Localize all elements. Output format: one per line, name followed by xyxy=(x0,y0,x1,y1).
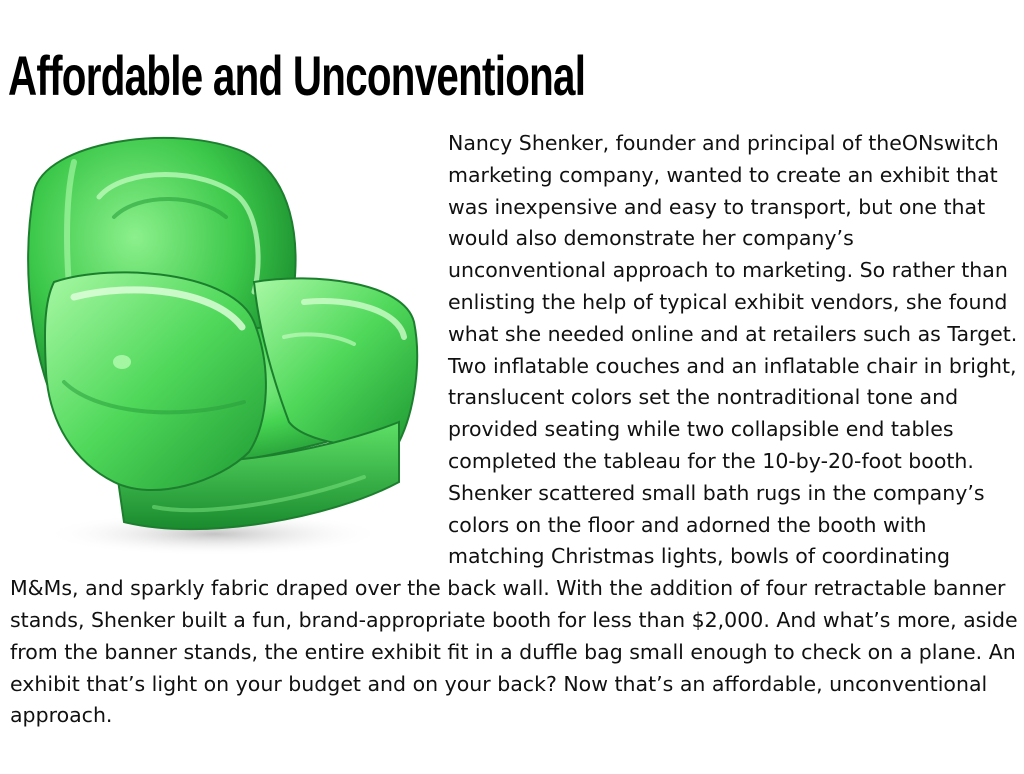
article-body xyxy=(10,128,1018,732)
article-title: Affordable and Unconventional xyxy=(8,44,586,107)
article-paragraph: Nancy Shenker, founder and principal of theONswitch marketing company, wanted to create an exhibit that was inexpensive and easy to transport, but one that would also demonstrate her company’s unconventional approach to marketing. So rather than enlisting the help of typical exhibit vendors, she found what she needed online and at retailers such as Target. Two inflatable couches and an inflatable chair in bright, translucent colors set the nontraditional tone and provided seating while two collapsible end tables completed the tableau for the 10-by-20-foot booth. Shenker scattered small bath rugs in the company’s colors on the floor and adorned the booth with matching Christmas lights, bowls of coordinating M&Ms, and sparkly fabric draped over the back wall. With the addition of four retractable banner stands, Shenker built a fun, brand-appropriate booth for less than $2,000. And what’s more, aside from the banner stands, the entire exhibit fit in a duffle bag small enough to check on a plane. An exhibit that’s light on your budget and on your back? Now that’s an affordable, unconventional approach. xyxy=(10,131,1018,728)
image-wrap-space xyxy=(10,128,448,563)
